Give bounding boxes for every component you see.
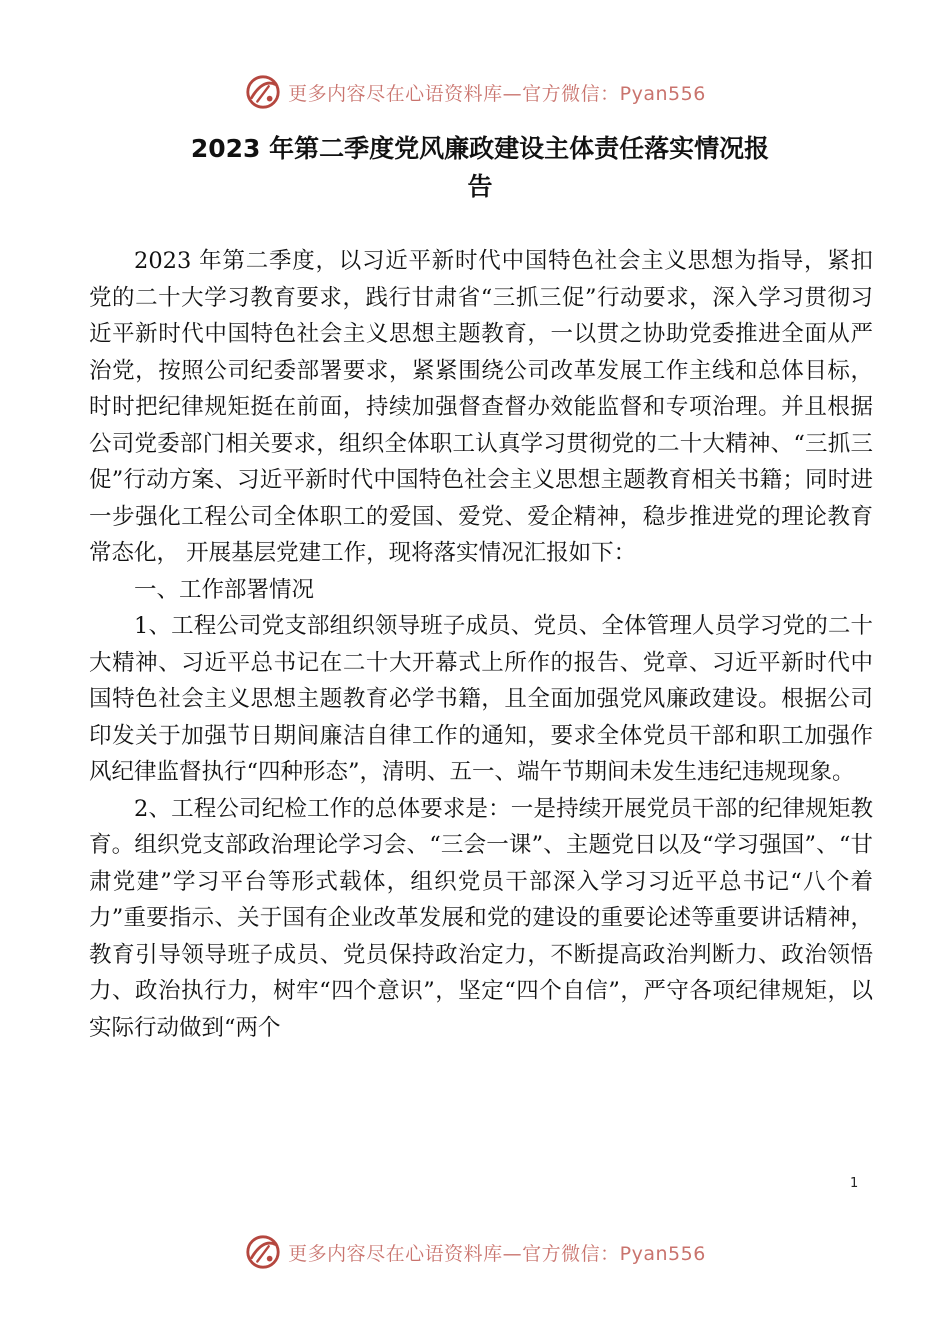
document-body bbox=[89, 243, 873, 1046]
footer-banner-text: 更多内容尽在心语资料库—官方微信：Pyan556 bbox=[288, 1242, 706, 1265]
header-banner-text: 更多内容尽在心语资料库—官方微信：Pyan556 bbox=[288, 82, 706, 105]
section-heading-work-deployment: 一、工作部署情况 bbox=[134, 576, 315, 603]
page-number: 1 bbox=[850, 1176, 859, 1191]
body-paragraph-item-1: 1、工程公司党支部组织领导班子成员、党员、全体管理人员学习党的二十大精神、习近平总书记在二十大开幕式上所作的报告、党章、习近平新时代中国特色社会主义思想主题教育必学书籍，且全面加强党风廉政建设。根据公司印发关于加强节日期间廉洁自律工作的通知，要求全体党员干部和职工加强作风纪律监督执行“四种形态”，清明、五一、端午节期间未发生违纪违规现象。 bbox=[89, 613, 873, 785]
document-title bbox=[90, 130, 870, 206]
body-paragraph-intro: 2023 年第二季度，以习近平新时代中国特色社会主义思想为指导，紧扣党的二十大学习教育要求，践行甘肃省“三抓三促”行动要求，深入学习贯彻习近平新时代中国特色社会主义思想主题教育，一以贯之协助党委推进全面从严治党，按照公司纪委部署要求，紧紧围绕公司改革发展工作主线和总体目标，时时把纪律规矩挺在前面，持续加强督查督办效能监督和专项治理。并且根据公司党委部门相关要求，组织全体职工认真学习贯彻党的二十大精神、“三抓三促”行动方案、习近平新时代中国特色社会主义思想主题教育相关书籍；同时进一步强化工程公司全体职工的爱国、爱党、爱企精神，稳步推进党的理论教育常态化， 开展基层党建工作，现将落实情况汇报如下： bbox=[89, 248, 873, 566]
document-title-line-2: 告 bbox=[467, 172, 493, 201]
library-logo-icon bbox=[244, 1233, 282, 1271]
footer-banner bbox=[0, 1230, 950, 1274]
body-paragraph-item-2: 2、工程公司纪检工作的总体要求是：一是持续开展党员干部的纪律规矩教育。组织党支部政治理论学习会、“三会一课”、主题党日以及“学习强国”、“甘肃党建”学习平台等形式载体，组织党员干部深入学习习近平总书记“八个着力”重要指示、关于国有企业改革发展和党的建设的重要论述等重要讲话精神，教育引导领导班子成员、党员保持政治定力，不断提高政治判断力、政治领悟力、政治执行力，树牢“四个意识”，坚定“四个自信”，严守各项纪律规矩，以实际行动做到“两个 bbox=[89, 795, 873, 1041]
header-banner bbox=[0, 70, 950, 114]
document-title-line-1: 2023 年第二季度党风廉政建设主体责任落实情况报 bbox=[190, 134, 770, 163]
library-logo-icon bbox=[244, 73, 282, 111]
